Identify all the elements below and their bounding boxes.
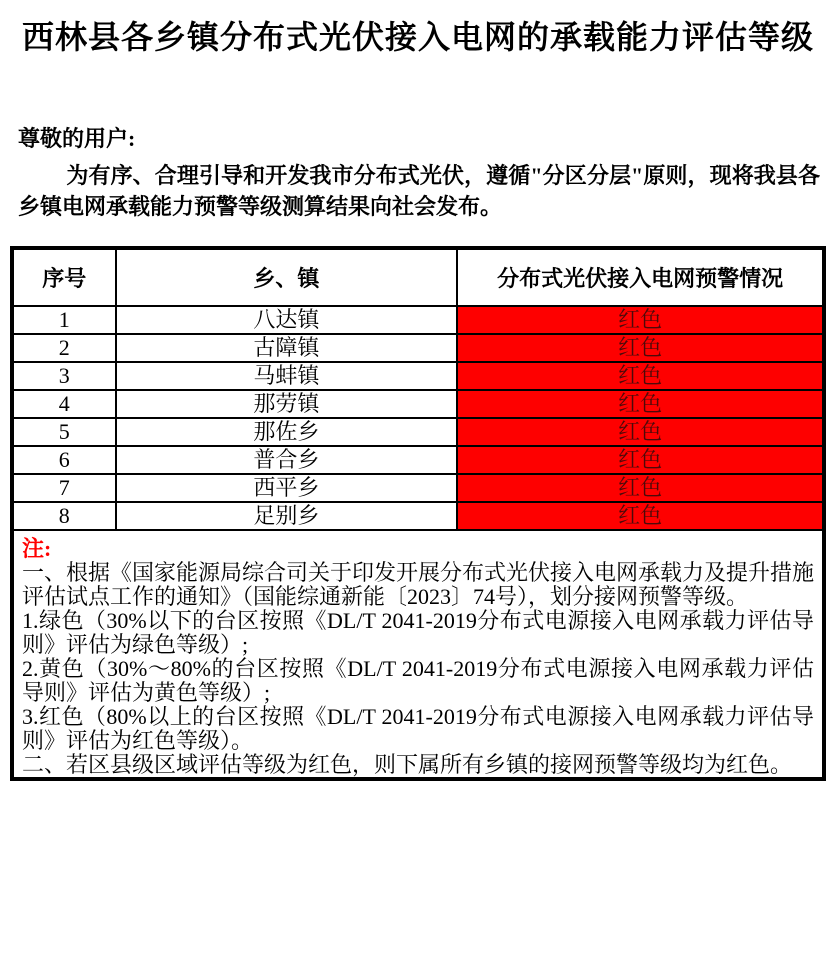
township-name-cell: 八达镇 xyxy=(116,306,458,334)
row-index-cell: 2 xyxy=(12,334,116,362)
warning-status-cell: 红色 xyxy=(457,390,824,418)
warning-status-cell: 红色 xyxy=(457,306,824,334)
warning-status-cell: 红色 xyxy=(457,502,824,530)
table-row xyxy=(12,306,824,334)
township-name-cell: 那佐乡 xyxy=(116,418,458,446)
warning-status-cell: 红色 xyxy=(457,474,824,502)
township-name-cell: 普合乡 xyxy=(116,446,458,474)
township-name-cell: 那劳镇 xyxy=(116,390,458,418)
row-index-cell: 6 xyxy=(12,446,116,474)
row-index-cell: 8 xyxy=(12,502,116,530)
warning-status-cell: 红色 xyxy=(457,362,824,390)
notes-label: 注: xyxy=(22,536,52,561)
col-header-warning-status: 分布式光伏接入电网预警情况 xyxy=(457,248,824,306)
township-name-cell: 古障镇 xyxy=(116,334,458,362)
row-index-cell: 4 xyxy=(12,390,116,418)
intro-paragraph: 为有序、合理引导和开发我市分布式光伏，遵循"分区分层"原则，现将我县各乡镇电网承载能力预警等级测算结果向社会发布。 xyxy=(18,163,820,219)
township-name-cell: 马蚌镇 xyxy=(116,362,458,390)
table-header-row xyxy=(12,248,824,306)
row-index-cell: 3 xyxy=(12,362,116,390)
page-title: 西林县各乡镇分布式光伏接入电网的承载能力评估等级 xyxy=(21,19,814,55)
notes-section xyxy=(12,530,824,779)
note-item: 二、若区县级区域评估等级为红色，则下属所有乡镇的接网预警等级均为红色。 xyxy=(22,752,793,777)
row-index-cell: 1 xyxy=(12,306,116,334)
note-item: 一、根据《国家能源局综合司关于印发开展分布式光伏接入电网承载力及提升措施评估试点工作的通知》（国能综通新能〔2023〕74号），划分接网预警等级。 xyxy=(22,560,815,609)
table-row xyxy=(12,502,824,530)
notes-row xyxy=(12,530,824,779)
table-row xyxy=(12,390,824,418)
note-item: 3.红色（80%以上的台区按照《DL/T 2041-2019分布式电源接入电网承载力评估导则》评估为红色等级）。 xyxy=(22,704,814,753)
table-row xyxy=(12,362,824,390)
col-header-index: 序号 xyxy=(12,248,116,306)
document-page xyxy=(0,16,836,781)
table-header xyxy=(12,248,824,306)
note-item: 1.绿色（30%以下的台区按照《DL/T 2041-2019分布式电源接入电网承载力评估导则》评估为绿色等级）; xyxy=(22,608,814,657)
table-row xyxy=(12,474,824,502)
row-index-cell: 7 xyxy=(12,474,116,502)
table-row xyxy=(12,334,824,362)
table-row xyxy=(12,446,824,474)
table-body xyxy=(12,306,824,530)
greeting-line: 尊敬的用户: xyxy=(18,126,136,151)
warning-table xyxy=(10,246,826,781)
warning-status-cell: 红色 xyxy=(457,334,824,362)
table-row xyxy=(12,418,824,446)
warning-status-cell: 红色 xyxy=(457,446,824,474)
note-item: 2.黄色（30%～80%的台区按照《DL/T 2041-2019分布式电源接入电网承载力评估导则》评估为黄色等级）; xyxy=(22,656,814,705)
township-name-cell: 西平乡 xyxy=(116,474,458,502)
row-index-cell: 5 xyxy=(12,418,116,446)
col-header-township: 乡、镇 xyxy=(116,248,458,306)
warning-status-cell: 红色 xyxy=(457,418,824,446)
notes-content xyxy=(22,561,814,777)
township-name-cell: 足别乡 xyxy=(116,502,458,530)
notes-cell xyxy=(12,530,824,779)
